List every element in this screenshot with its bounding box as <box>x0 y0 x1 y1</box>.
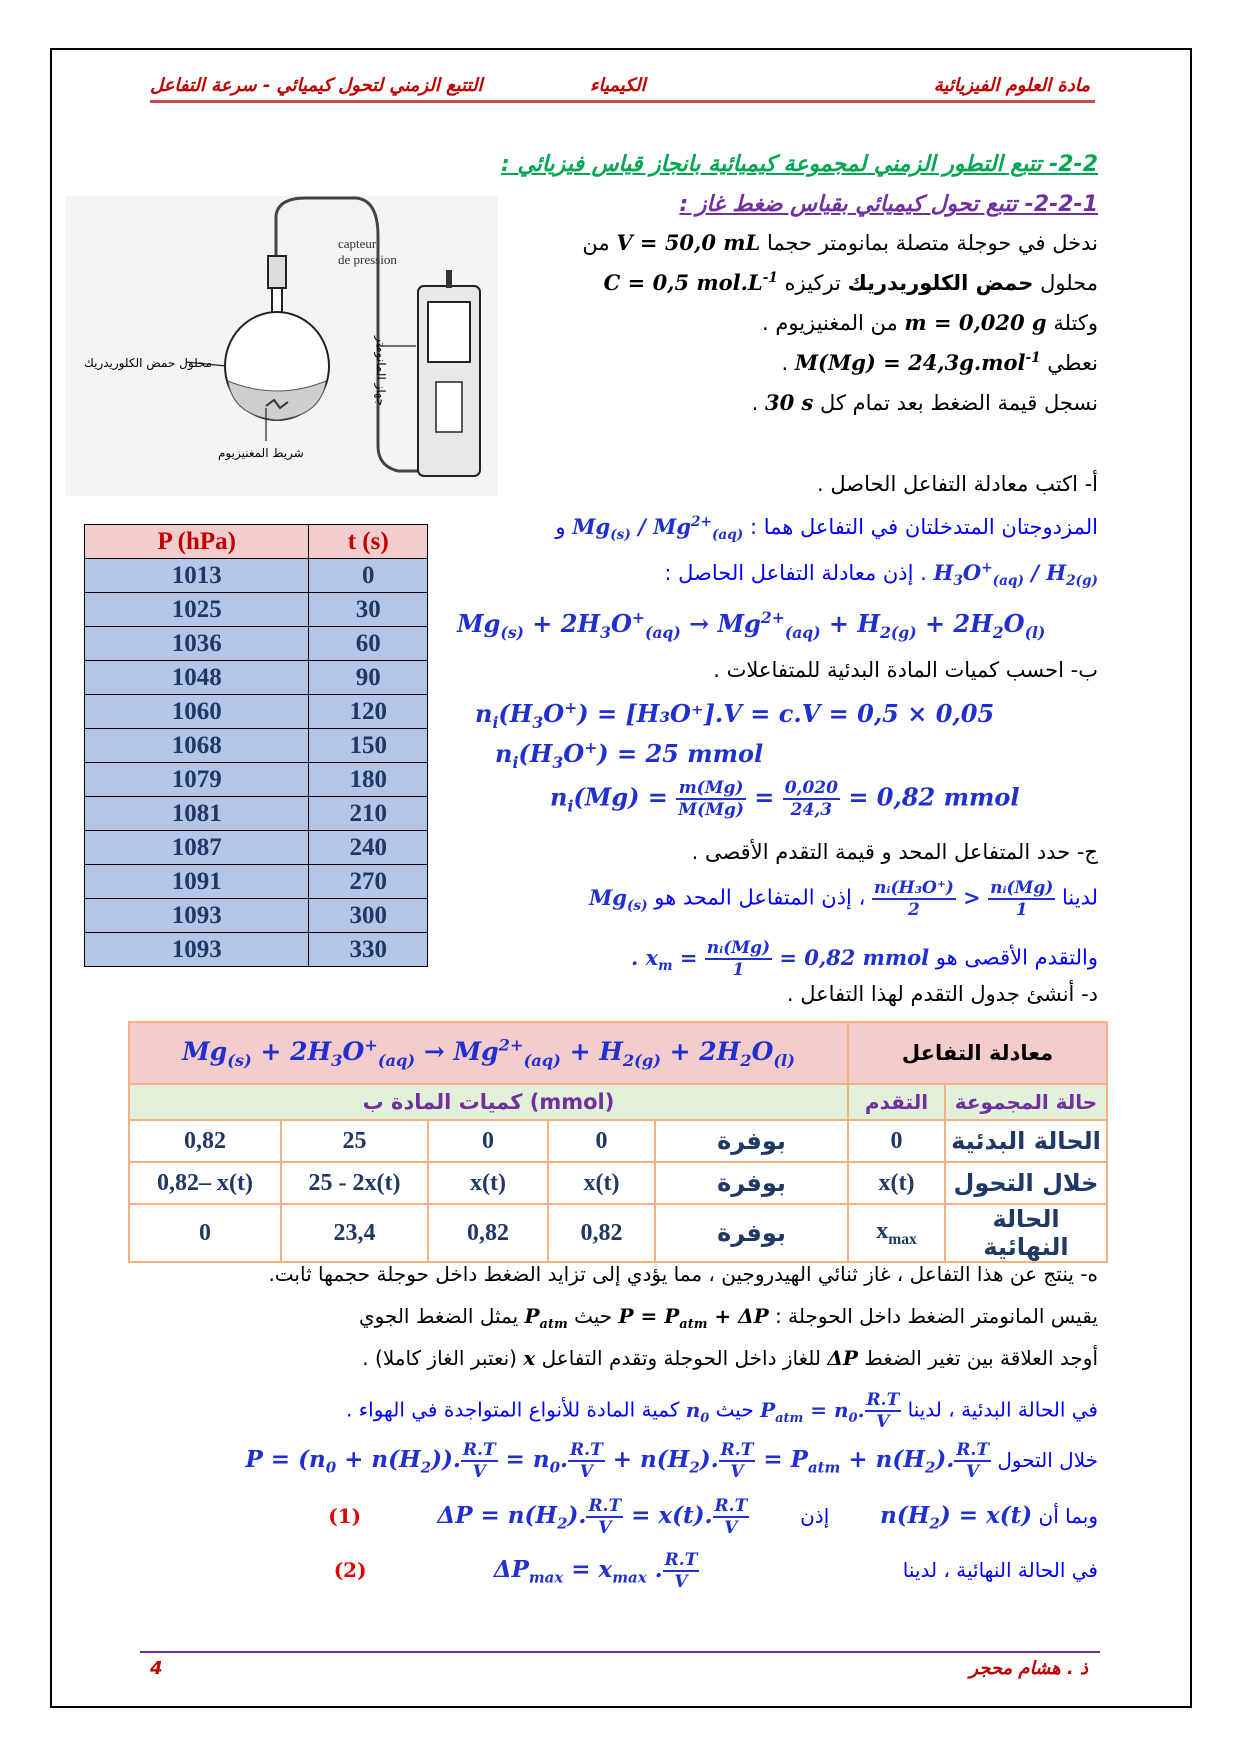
table-row: 1036 60 <box>85 627 428 661</box>
state-header: حالة المجموعة <box>945 1084 1107 1120</box>
answer-a-line2: $H_3O^+_{(aq)} / H_{2(g)}$ . إذن معادلة التفاعل الحاصل : <box>664 560 1098 590</box>
question-a: أ- اكتب معادلة التفاعل الحاصل . <box>817 472 1098 496</box>
table-row: 1081 210 <box>85 797 428 831</box>
calc-h3o-2: $n_i(H_3O^+) = 25$ mmol <box>495 738 764 772</box>
table-row: 0 23,4 0,82 0,82 بوفرة $x_{max}$ الحالة النهائية <box>129 1204 1107 1262</box>
footer-author: ذ . هشام محجر <box>969 1658 1088 1679</box>
question-e-line3: أوجد العلاقة بين تغير الضغط ΔP للغاز داخل الحوجلة وتقدم التفاعل x (نعتبر الغاز كاملا) . <box>362 1346 1098 1370</box>
question-e-line2: يقيس المانومتر الضغط داخل الحوجلة : $P = P_{atm} + \Delta P$ حيث $P_{atm}$ يمثل الضغط الجوي <box>358 1304 1098 1332</box>
solution-label: محلول حمض الكلوريدريك <box>84 356 213 370</box>
equation-label: معادلة التفاعل <box>848 1022 1107 1084</box>
reaction-equation: $Mg_{(s)} + 2H_3O^+_{(aq)} \to Mg^{2+}_{(aq)} + H_{2(g)} + 2H_2O_{(l)}$ <box>457 608 1046 642</box>
intro-line-1: ندخل في حوجلة متصلة بمانومتر حجما V = 50,0 mL من <box>582 230 1098 255</box>
table-row: 1013 0 <box>85 559 428 593</box>
answer-e-line1: في الحالة البدئية ، لدينا $P_{atm} = n_0$. $\frac{R.T}{V}$ حيث $n_0$ كمية المادة للأنواع المتواجدة في الهواء . <box>346 1390 1098 1432</box>
question-b: ب- احسب كميات المادة البدئية للمتفاعلات . <box>713 658 1098 682</box>
section-subtitle: 2-2-1- تتبع تحول كيميائي بقياس ضغط غاز : <box>679 192 1098 217</box>
table-row: 1048 90 <box>85 661 428 695</box>
progress-equation: $Mg_{(s)} + 2H_3O^+_{(aq)} \to Mg^{2+}_{(aq)} + H_{2(g)} + 2H_2O_{(l)}$ <box>129 1022 848 1084</box>
answer-e-line3: وبما أن $n(H_2) = x(t)$ إذن $\Delta P = n(H_2)$. $\frac{R.T}{V}$ = x(t). $\frac{R.T}{V}$ (1) <box>328 1496 1098 1538</box>
table-row: 1025 30 <box>85 593 428 627</box>
answer-c-line1: لدينا $\frac{\text{nᵢ(H₃O⁺)}}{2}$ > $\frac{\text{nᵢ(Mg)}}{1}$ ، إذن المتفاعل المحد هو $Mg_{(s)}$ <box>589 878 1098 920</box>
intro-line-3: وكتلة m = 0,020 g من المغنيزيوم . <box>762 310 1098 335</box>
header-lesson: التتبع الزمني لتحول كيميائي - سرعة التفاعل <box>150 75 483 96</box>
answer-e-line2: خلال التحول $P = (n_0 + n(H_2))$. $\frac{R.T}{V}$ = $n_0$. $\frac{R.T}{V}$ + $n(H_2)$. $\frac{R.T}{V}$ = $P_{atm} + n(H_2)$. $\frac{R.T}{V}$ <box>245 1440 1098 1482</box>
header-divider <box>150 100 1095 103</box>
calc-mg: $n_i(Mg)$ = $\frac{m(Mg)}{M(Mg)}$ = $\frac{0,020}{24,3}$ = 0,82 mmol <box>550 778 1020 820</box>
apparatus-figure <box>66 196 498 496</box>
pressure-table-header <box>85 525 428 559</box>
advance-header: التقدم <box>848 1084 945 1120</box>
intro-line-2: محلول حمض الكلوريدريك تركيزه C = 0,5 $mol.L^{-1}$ <box>603 270 1098 295</box>
header-subject: مادة العلوم الفيزيائية <box>933 75 1090 96</box>
progress-table <box>128 1021 1108 1263</box>
table-row: 1079 180 <box>85 763 428 797</box>
table-row: 1060 120 <box>85 695 428 729</box>
table-row: 0,82 25 0 0 بوفرة 0 الحالة البدئية <box>129 1120 1107 1162</box>
intro-line-5: نسجل قيمة الضغط بعد تمام كل 30 s . <box>751 390 1098 415</box>
table-row: 0,82– x(t) 25 - 2x(t) x(t) x(t) بوفرة x(t) خلال التحول <box>129 1162 1107 1204</box>
sensor-label: capteur de pression <box>338 236 397 267</box>
question-c: ج- حدد المتفاعل المحد و قيمة التقدم الأقصى . <box>691 840 1098 864</box>
table-row: 1093 330 <box>85 933 428 967</box>
table-row: 1093 300 <box>85 899 428 933</box>
answer-e-line4: في الحالة النهائية ، لدينا $\Delta P_{max} = x_{max}$ . $\frac{R.T}{V}$ (2) <box>333 1550 1098 1592</box>
header-branch: الكيمياء <box>590 75 646 96</box>
manometer-label: جهاز المانومتر <box>374 336 388 407</box>
table-row: 1091 270 <box>85 865 428 899</box>
header-time: t (s) <box>309 525 428 559</box>
section-title: 2-2- تتبع التطور الزمني لمجموعة كيميائية بانجاز قياس فيزيائي : <box>500 152 1098 177</box>
question-d: د- أنشئ جدول التقدم لهذا التفاعل . <box>786 982 1098 1006</box>
intro-line-4: نعطي M(Mg) = 24,3g.mol$^{-1}$ . <box>781 350 1098 375</box>
table-row: 1068 150 <box>85 729 428 763</box>
quantity-header: كميات المادة ب (mmol) <box>129 1084 848 1120</box>
page-number: 4 <box>150 1658 163 1679</box>
header-pressure: P (hPa) <box>85 525 309 559</box>
table-row: 1087 240 <box>85 831 428 865</box>
pressure-table <box>84 524 428 967</box>
question-e-line1: ه- ينتج عن هذا التفاعل ، غاز ثنائي الهيدروجين ، مما يؤدي إلى تزايد الضغط داخل حوجلة حجمها ثابت. <box>268 1262 1098 1286</box>
ribbon-label: شريط المغنيزيوم <box>218 446 304 460</box>
calc-h3o-1: $n_i(H_3O^+) = [H_3O^+].V = c.V = 0,5 \times 0,05$ <box>475 698 995 732</box>
footer-divider <box>140 1651 1100 1653</box>
answer-c-line2: والتقدم الأقصى هو . $x_m$ = $\frac{\text{nᵢ(Mg)}}{1}$ = 0,82 mmol <box>630 938 1098 980</box>
answer-a-line1: المزدوجتان المتدخلتان في التفاعل هما : $Mg_{(s)} / Mg^{2+}_{(aq)}$ و <box>555 514 1098 544</box>
